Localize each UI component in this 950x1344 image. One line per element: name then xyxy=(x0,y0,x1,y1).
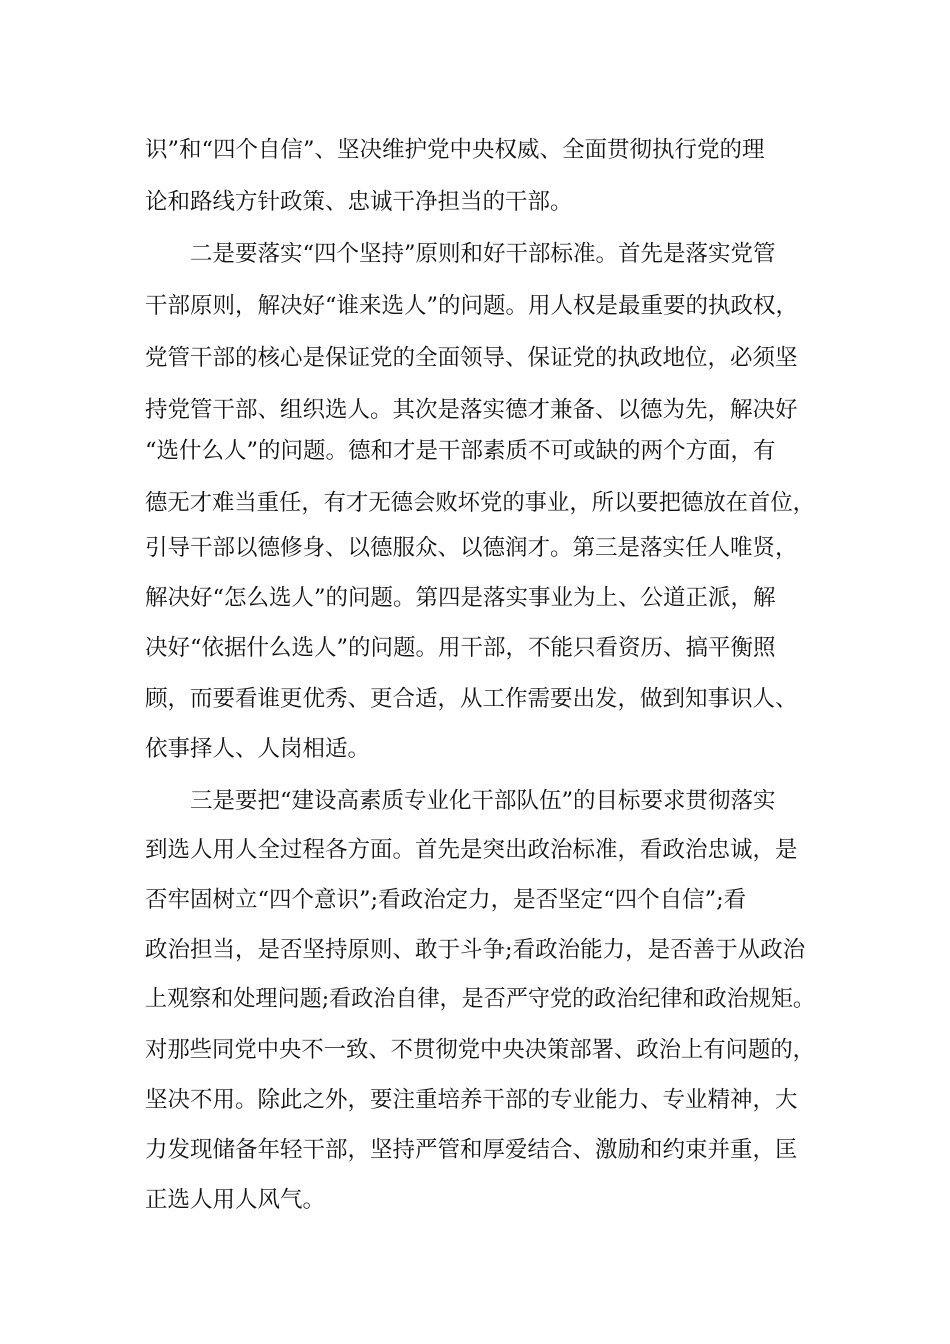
text-line: 正选人用人风气。 xyxy=(145,1187,326,1213)
text-line: 引导干部以德修身、以德服众、以德润才。第三是落实任人唯贤， xyxy=(145,535,798,561)
text-line: 识”和“四个自信”、坚决维护党中央权威、全面贯彻执行党的理 xyxy=(145,137,765,163)
text-line: 力发现储备年轻干部，坚持严管和厚爱结合、激励和约束并重，匡 xyxy=(145,1137,798,1163)
text-line: 依事择人、人岗相适。 xyxy=(145,736,371,762)
text-line: 坚决不用。除此之外，要注重培养干部的专业能力、专业精神，大 xyxy=(145,1087,798,1113)
text-line: “选什么人”的问题。德和才是干部素质不可或缺的两个方面，有 xyxy=(145,438,776,464)
text-line: 二是要落实“四个坚持”原则和好干部标准。首先是落实党管 xyxy=(190,241,776,267)
text-line: 上观察和处理问题;看政治自律，是否严守党的政治纪律和政治规矩。 xyxy=(145,986,816,1012)
text-line: 德无才难当重任，有才无德会败坏党的事业，所以要把德放在首位， xyxy=(145,490,816,516)
text-line: 解决好“怎么选人”的问题。第四是落实事业为上、公道正派，解 xyxy=(145,585,776,611)
text-line: 论和路线方针政策、忠诚干净担当的干部。 xyxy=(145,189,573,215)
text-line: 干部原则，解决好“谁来选人”的问题。用人权是最重要的执政权， xyxy=(145,293,799,319)
text-line: 否牢固树立“四个意识”;看政治定力，是否坚定“四个自信”;看 xyxy=(145,887,747,913)
text-line: 三是要把“建设高素质专业化干部队伍”的目标要求贯彻落实 xyxy=(190,788,776,814)
text-line: 到选人用人全过程各方面。首先是突出政治标准，看政治忠诚，是 xyxy=(145,837,798,863)
text-line: 决好“依据什么选人”的问题。用干部，不能只看资历、搞平衡照 xyxy=(145,635,776,661)
text-line: 持党管干部、组织选人。其次是落实德才兼备、以德为先，解决好 xyxy=(145,397,798,423)
text-line: 对那些同党中央不一致、不贯彻党中央决策部署、政治上有问题的， xyxy=(145,1037,816,1063)
text-line: 顾，而要看谁更优秀、更合适，从工作需要出发，做到知事识人、 xyxy=(145,686,798,712)
text-line: 政治担当，是否坚持原则、敢于斗争;看政治能力，是否善于从政治 xyxy=(145,937,806,963)
text-line: 党管干部的核心是保证党的全面领导、保证党的执政地位，必须坚 xyxy=(145,345,798,371)
